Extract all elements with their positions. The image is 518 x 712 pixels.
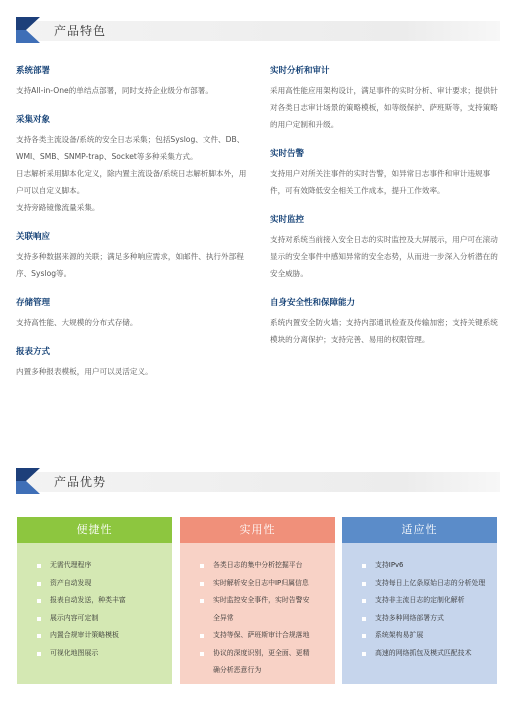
square-bullet-icon <box>37 634 41 638</box>
advantage-list-item <box>362 627 497 645</box>
feature-heading: 关联响应 <box>16 232 51 242</box>
square-bullet-icon <box>362 617 366 621</box>
advantage-list-item <box>200 645 335 663</box>
feature-description: 支持高性能、大规模的分布式存储。 <box>16 318 138 327</box>
advantage-item-text: 支持非主流日志的定制化解析 <box>375 596 465 604</box>
advantage-card-body <box>17 543 172 684</box>
feature-block <box>270 213 502 282</box>
square-bullet-icon <box>200 634 204 638</box>
feature-description: 内置多种报表模板，用户可以灵活定义。 <box>16 367 153 376</box>
advantage-list-item <box>37 557 172 575</box>
advantage-item-text: 全异常 <box>213 613 234 622</box>
feature-block <box>16 345 248 380</box>
square-bullet-icon <box>362 599 366 603</box>
advantage-list <box>37 557 172 662</box>
advantage-card-title: 适应性 <box>342 517 497 543</box>
square-bullet-icon <box>200 582 204 586</box>
feature-block <box>270 147 502 199</box>
feature-description: 采用高性能应用架构设计，满足事件的实时分析、审计要求；提供针对各类日志审计场景的策略模板，如等级保护、萨班斯等，支持策略的用户定制和升级。 <box>270 86 498 129</box>
feature-heading: 实时监控 <box>270 215 305 225</box>
corner-mark-icon <box>16 17 40 43</box>
corner-mark-icon <box>16 468 40 494</box>
feature-block <box>270 296 502 348</box>
feature-block <box>16 64 248 99</box>
advantage-item-text: 支持每日上亿条原始日志的分析处理 <box>375 578 486 587</box>
advantage-card-body <box>180 543 335 684</box>
advantage-item-text: 确分析恶意行为 <box>213 666 262 674</box>
feature-description: 系统内置安全防火墙；支持内部通讯检查及传输加密；支持关键系统模块的分离保护；支持完善、易用的权限管理。 <box>270 318 498 344</box>
square-bullet-icon <box>362 582 366 586</box>
advantage-item-text: 系统架构易扩展 <box>375 631 424 639</box>
feature-description: 支持各类主流设备/系统的安全日志采集；包括Syslog、文件、DB、WMI、SMB、SNMP-trap、Socket等多种采集方式。 <box>16 135 245 161</box>
square-bullet-icon <box>362 634 366 638</box>
advantage-list-item <box>37 645 172 663</box>
advantage-item-text: 资产自动发现 <box>50 578 92 587</box>
feature-block <box>16 113 248 216</box>
advantage-item-text: 支持等保、萨班斯审计合规落地 <box>213 631 310 639</box>
square-bullet-icon <box>200 599 204 603</box>
advantage-list-item <box>362 610 497 628</box>
advantage-list-item <box>200 627 335 645</box>
square-bullet-icon <box>362 564 366 568</box>
advantage-item-text: 实时监控安全事件，实时告警安 <box>213 596 310 604</box>
advantage-card-title: 便捷性 <box>17 517 172 543</box>
advantage-item-text: 支持IPv6 <box>375 561 404 569</box>
advantage-card-body <box>342 543 497 684</box>
advantage-list <box>200 557 335 680</box>
advantage-item-text: 各类日志的集中分析挖掘平台 <box>213 561 303 569</box>
square-bullet-icon <box>37 652 41 656</box>
feature-heading: 报表方式 <box>16 347 51 357</box>
advantage-item-text: 协议的深度识别，更全面、更精 <box>213 648 310 657</box>
advantage-item-text: 支持多种网络部署方式 <box>375 613 444 622</box>
square-bullet-icon <box>37 564 41 568</box>
advantage-card <box>17 517 172 684</box>
square-bullet-icon <box>200 652 204 656</box>
feature-heading: 实时告警 <box>270 149 305 159</box>
advantage-list-item <box>200 557 335 575</box>
advantage-list-item <box>362 575 497 593</box>
advantage-list-item <box>200 662 335 680</box>
features-section-header <box>16 17 500 43</box>
advantage-list-item <box>200 575 335 593</box>
advantage-item-text: 展示内容可定制 <box>50 613 99 622</box>
feature-heading: 系统部署 <box>16 66 51 76</box>
advantage-list-item <box>362 592 497 610</box>
advantage-item-text: 无需代理程序 <box>50 561 92 569</box>
square-bullet-icon <box>37 599 41 603</box>
advantage-item-text: 实时解析安全日志中IP归属信息 <box>213 578 309 587</box>
advantage-card-title: 实用性 <box>180 517 335 543</box>
advantages-section-header <box>16 468 500 494</box>
square-bullet-icon <box>37 582 41 586</box>
advantage-list-item <box>37 592 172 610</box>
advantage-card <box>342 517 497 684</box>
square-bullet-icon <box>362 652 366 656</box>
feature-block <box>16 296 248 331</box>
advantages-section-title: 产品优势 <box>54 475 107 489</box>
advantage-card <box>180 517 335 684</box>
advantage-item-text: 高速的网络抓包及模式匹配技术 <box>375 648 472 657</box>
advantage-list-item <box>200 592 335 610</box>
feature-description: 支持多种数据来源的关联；满足多种响应需求，如邮件、执行外部程序、Syslog等。 <box>16 252 244 278</box>
features-right-column <box>270 64 502 362</box>
features-section-title: 产品特色 <box>54 24 107 38</box>
advantage-item-text: 报表自动发送，种类丰富 <box>50 596 126 604</box>
advantage-list-item <box>200 610 335 628</box>
feature-description: 支持对系统当前接入安全日志的实时监控及大屏展示，用户可在滚动显示的安全事件中感知异常的安全态势，从而进一步深入分析潜在的安全威胁。 <box>270 235 498 278</box>
feature-heading: 采集对象 <box>16 115 51 125</box>
square-bullet-icon <box>37 617 41 621</box>
advantage-list-item <box>362 645 497 663</box>
feature-description: 支持旁路镜像流量采集。 <box>16 203 100 212</box>
advantage-list-item <box>37 610 172 628</box>
advantage-list <box>362 557 497 662</box>
feature-block <box>16 230 248 282</box>
advantage-list-item <box>37 627 172 645</box>
advantage-cards <box>17 517 497 684</box>
features-left-column <box>16 64 248 394</box>
advantage-list-item <box>37 575 172 593</box>
feature-heading: 实时分析和审计 <box>270 66 330 76</box>
square-bullet-icon <box>200 564 204 568</box>
feature-heading: 存储管理 <box>16 298 51 308</box>
advantage-item-text: 内置合规审计策略模板 <box>50 631 119 639</box>
feature-heading: 自身安全性和保障能力 <box>270 298 356 308</box>
feature-description: 支持用户对所关注事件的实时告警，如异常日志事件和审计违规事件，可有效降低安全相关工作成本，提升工作效率。 <box>270 169 491 195</box>
advantage-item-text: 可视化地图展示 <box>50 648 99 657</box>
advantage-list-item <box>362 557 497 575</box>
feature-description: 支持All-in-One的单结点部署，同时支持企业级分布部署。 <box>16 86 213 95</box>
feature-description: 日志解析采用脚本化定义，除内置主流设备/系统日志解析脚本外，用户可以自定义脚本。 <box>16 169 247 195</box>
feature-block <box>270 64 502 133</box>
